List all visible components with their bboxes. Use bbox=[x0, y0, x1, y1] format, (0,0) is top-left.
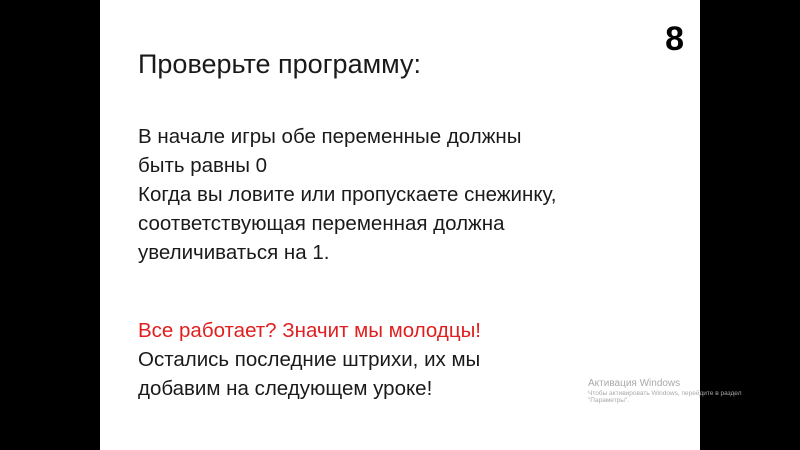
windows-activation-watermark bbox=[588, 378, 742, 404]
paragraph-line: соответствующая переменная должна bbox=[138, 212, 505, 235]
slide-number: 8 bbox=[665, 20, 684, 58]
paragraph-line: Когда вы ловите или пропускаете снежинку, bbox=[138, 183, 557, 206]
slide-paragraph bbox=[138, 122, 698, 267]
slide-title: Проверьте программу: bbox=[138, 49, 422, 79]
watermark-subtitle: Чтобы активировать Windows, перейдите в раздел bbox=[588, 389, 742, 397]
watermark-title: Активация Windows bbox=[588, 378, 681, 389]
closing-line: добавим на следующем уроке! bbox=[138, 377, 433, 400]
paragraph-line: В начале игры обе переменные должны bbox=[138, 125, 522, 148]
watermark-subtitle: "Параметры". bbox=[588, 396, 630, 404]
closing-line: Остались последние штрихи, их мы bbox=[138, 348, 481, 371]
paragraph-line: быть равны 0 bbox=[138, 154, 268, 177]
paragraph-line: увеличиваться на 1. bbox=[138, 241, 330, 264]
highlight-text: Все работает? Значит мы молодцы! bbox=[138, 319, 481, 342]
